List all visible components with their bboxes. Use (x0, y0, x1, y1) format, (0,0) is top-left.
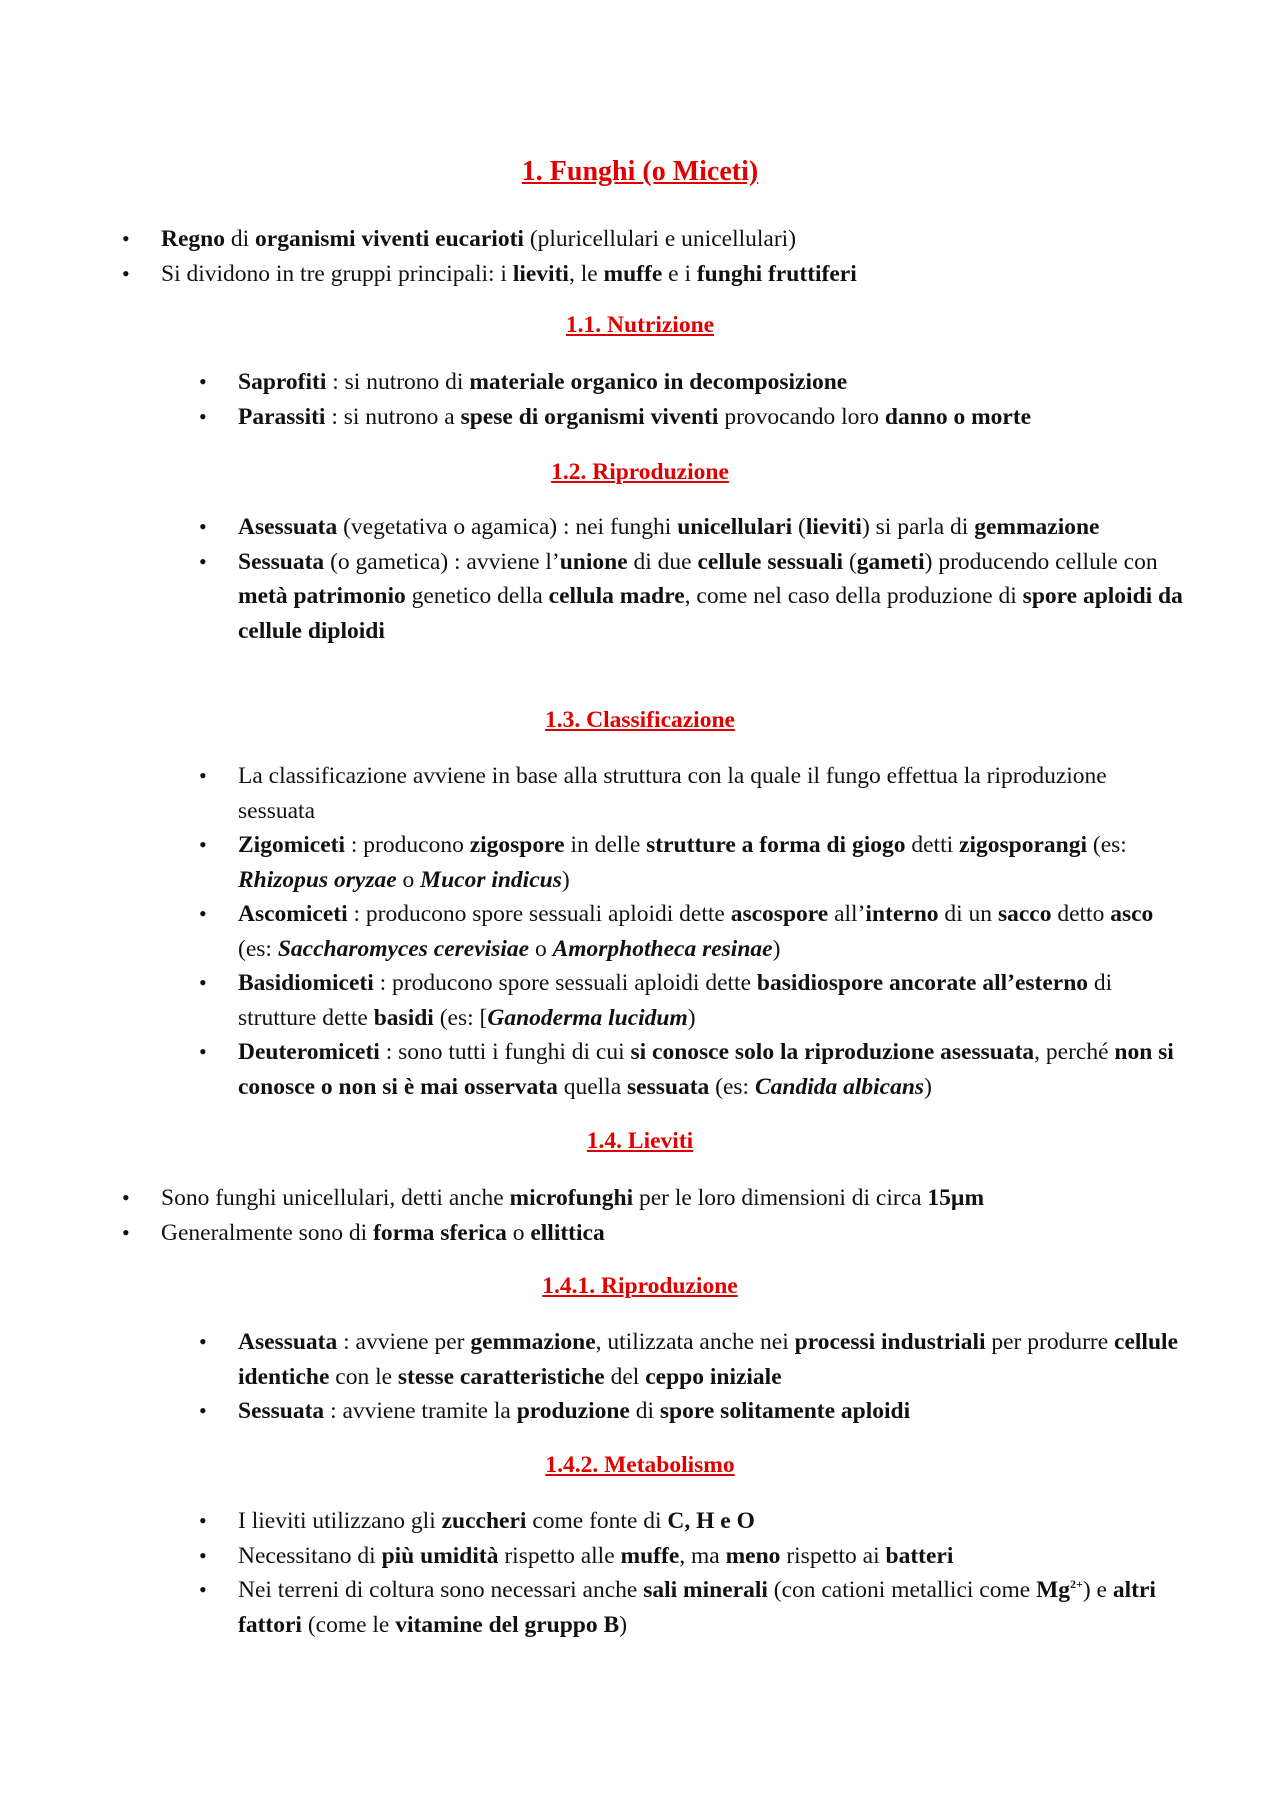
text-run: muffe (603, 260, 663, 287)
text-run: del (604, 1363, 646, 1390)
text-run: ) (561, 866, 570, 893)
text-run: interno (865, 901, 939, 927)
list-item (199, 1325, 1188, 1394)
text-run: (es: [ (433, 1004, 488, 1031)
text-run: unione (559, 548, 628, 575)
heading-lieviti: 1.4. Lieviti (586, 1128, 694, 1154)
text-run: o (396, 866, 421, 893)
text-run: non si conosce o non si è mai osservata (238, 1039, 1174, 1100)
text-run: 15µm (927, 1185, 985, 1211)
text-run: processi industriali (794, 1329, 986, 1355)
text-run: , le (568, 260, 604, 287)
text-run: cellule identiche (238, 1329, 1178, 1390)
heading-riproduzione: 1.2. Riproduzione (551, 459, 729, 485)
text-run: Sessuata (238, 548, 325, 575)
text-run: ( (792, 514, 806, 540)
text-run: ceppo iniziale (645, 1363, 782, 1390)
bullet-icon: • (199, 1542, 207, 1568)
text-run: quella (557, 1073, 628, 1100)
list-item (122, 257, 1171, 292)
text-run: (come le (301, 1611, 396, 1638)
bullet-icon: • (199, 832, 207, 857)
text-run: (es: (1087, 832, 1127, 858)
text-run: ) e (1082, 1577, 1113, 1603)
bullet-icon: • (199, 901, 207, 926)
text-run: (con cationi metallici come (767, 1577, 1037, 1603)
list-item (199, 1539, 1188, 1574)
text-run: I lieviti utilizzano gli (238, 1508, 442, 1534)
text-run: spore solitamente aploidi (659, 1398, 911, 1424)
text-run: : producono (345, 832, 470, 858)
list-item (122, 1181, 1171, 1216)
bullet-icon: • (199, 1508, 207, 1533)
text-run: cellula madre (548, 583, 685, 609)
text-run: Deuteromiceti (238, 1039, 380, 1065)
text-run: detto (1051, 901, 1111, 927)
text-run: ) (772, 935, 781, 962)
text-run: Basidiomiceti (238, 970, 374, 996)
text-run: ) producendo cellule con (924, 548, 1158, 575)
bullet-icon: • (199, 763, 207, 788)
list-item (122, 222, 1171, 257)
heading-nutrizione: 1.1. Nutrizione (565, 312, 715, 338)
text-run: (vegetativa o agamica) : nei funghi (337, 514, 678, 540)
text-run: e i (662, 260, 697, 287)
text-run: si conosce solo la riproduzione asessuata (630, 1039, 1035, 1065)
bullet-icon: • (199, 1398, 207, 1423)
text-run: C, H e O (667, 1508, 755, 1534)
text-run: 2+ (1070, 1577, 1083, 1592)
text-run: Regno (161, 226, 225, 252)
text-run: Parassiti (238, 403, 326, 430)
text-run: , ma (679, 1542, 726, 1569)
text-run: Mg (1036, 1577, 1070, 1603)
text-run: , come nel caso della produzione di (684, 583, 1023, 609)
text-run: gemmazione (470, 1329, 596, 1355)
nutrizione-list (199, 365, 1188, 434)
text-run: Ganoderma lucidum (487, 1004, 688, 1031)
text-run: : avviene per (337, 1329, 471, 1355)
heading-classificazione: 1.3. Classificazione (545, 707, 735, 733)
list-item (199, 966, 1188, 1035)
list-item (199, 1394, 1188, 1429)
bullet-icon: • (199, 369, 207, 394)
text-run: spore aploidi da cellule diploidi (238, 583, 1183, 644)
bullet-icon: • (199, 548, 207, 574)
text-run: strutture a forma di giogo (646, 832, 906, 858)
text-run: (es: (238, 935, 278, 962)
text-run: sessuata (627, 1073, 710, 1100)
bullet-icon: • (199, 1577, 207, 1602)
text-run: lieviti (512, 260, 569, 287)
text-run: altri fattori (238, 1577, 1156, 1638)
text-run: : avviene tramite la (324, 1398, 517, 1424)
text-run: ( (843, 548, 857, 575)
text-run: (es: (709, 1073, 755, 1100)
bullet-icon: • (199, 1039, 207, 1064)
bullet-icon: • (199, 970, 207, 995)
text-run: funghi fruttiferi (696, 260, 857, 287)
text-run: di un (938, 901, 998, 927)
text-run: La classificazione avviene in base alla struttura con la quale il fungo effettua la riproduzione sessuata (238, 763, 1107, 824)
text-run: Nei terreni di coltura sono necessari anche (238, 1577, 644, 1603)
text-run: Amorphotheca resinae (552, 935, 773, 962)
text-run: Candida albicans (754, 1073, 925, 1100)
text-run: asco (1110, 901, 1154, 927)
text-run: materiale organico in decomposizione (469, 369, 848, 395)
text-run: in delle (564, 832, 647, 858)
text-run: batteri (885, 1542, 954, 1569)
text-run: zigosporangi (959, 832, 1087, 858)
text-run: detti (905, 832, 960, 858)
text-run: (o gametica) : avviene l’ (324, 548, 560, 575)
bullet-icon: • (122, 1185, 130, 1210)
text-run: di (629, 1398, 660, 1424)
text-run: forma sferica (373, 1219, 507, 1246)
text-run: Generalmente sono di (161, 1219, 374, 1246)
text-run: organismi viventi eucarioti (255, 226, 524, 252)
text-run: metà patrimonio (238, 583, 406, 609)
text-run: Asessuata (238, 514, 338, 540)
lieviti-riproduzione-list (199, 1325, 1188, 1429)
list-item (199, 759, 1188, 828)
text-run: sali minerali (643, 1577, 768, 1603)
text-run: cellule sessuali (697, 548, 844, 575)
text-run: (pluricellulari e unicellulari) (523, 226, 797, 252)
text-run: Zigomiceti (238, 832, 346, 858)
text-run: : si nutrono a (325, 403, 461, 430)
text-run: rispetto alle (498, 1542, 621, 1569)
text-run: di due (627, 548, 698, 575)
text-run: vitamine del gruppo B (395, 1611, 620, 1638)
text-run: gemmazione (974, 514, 1100, 540)
text-run: stesse caratteristiche (397, 1363, 605, 1390)
list-item (199, 828, 1188, 897)
list-item (199, 510, 1188, 545)
text-run: : producono spore sessuali aploidi dette (347, 901, 731, 927)
text-run: Ascomiceti (238, 901, 348, 927)
text-run: lieviti (805, 514, 862, 540)
bullet-icon: • (199, 514, 207, 539)
bullet-icon: • (122, 226, 130, 251)
text-run: zuccheri (441, 1508, 527, 1534)
text-run: per le loro dimensioni di circa (633, 1185, 928, 1211)
list-item (199, 897, 1188, 966)
text-run: Rhizopus oryzae (238, 866, 397, 893)
text-run: meno (725, 1542, 781, 1569)
text-run: all’ (828, 901, 866, 927)
bullet-icon: • (122, 260, 130, 286)
text-run: basidi (373, 1004, 434, 1031)
list-item (199, 1035, 1188, 1104)
text-run: provocando loro (718, 403, 885, 430)
text-run: : producono spore sessuali aploidi dette (373, 970, 757, 996)
text-run: : si nutrono di (326, 369, 470, 395)
list-item (199, 545, 1188, 649)
text-run: ) (687, 1004, 696, 1031)
text-run: Mucor indicus (420, 866, 562, 893)
list-item (199, 1504, 1188, 1539)
text-run: spese di organismi viventi (460, 403, 719, 430)
heading-metabolismo: 1.4.2. Metabolismo (545, 1452, 735, 1478)
list-item (199, 400, 1188, 435)
list-item (122, 1216, 1171, 1251)
bullet-icon: • (122, 1219, 130, 1245)
text-run: muffe (620, 1542, 680, 1569)
metabolismo-list (199, 1504, 1188, 1642)
text-run: Saprofiti (238, 369, 327, 395)
text-run: basidiospore ancorate all’esterno (756, 970, 1089, 996)
text-run: , utilizzata anche nei (595, 1329, 795, 1355)
text-run: Saccharomyces cerevisiae (277, 935, 530, 962)
bullet-icon: • (199, 1329, 207, 1354)
heading-lieviti-riproduzione: 1.4.1. Riproduzione (542, 1273, 738, 1299)
text-run: produzione (516, 1398, 630, 1424)
list-item (199, 1573, 1188, 1642)
intro-list (122, 222, 1171, 291)
text-run: , perché (1034, 1039, 1115, 1065)
text-run: o (529, 935, 553, 962)
text-run: Asessuata (238, 1329, 338, 1355)
list-item (199, 365, 1188, 400)
text-run: ascospore (730, 901, 829, 927)
text-run: ) si parla di (861, 514, 975, 540)
text-run: microfunghi (509, 1185, 634, 1211)
text-run: Sessuata (238, 1398, 325, 1424)
text-run: per produrre (985, 1329, 1115, 1355)
text-run: come fonte di (526, 1508, 668, 1534)
page-title: 1. Funghi (o Miceti) (521, 156, 759, 187)
classificazione-list (199, 759, 1188, 1104)
text-run: sacco (997, 901, 1052, 927)
riproduzione-list (199, 510, 1188, 648)
text-run: unicellulari (677, 514, 793, 540)
text-run: o (506, 1219, 531, 1246)
text-run: zigospore (469, 832, 565, 858)
text-run: Sono funghi unicellulari, detti anche (161, 1185, 510, 1211)
text-run: danno o morte (884, 403, 1032, 430)
text-run: genetico della (405, 583, 549, 609)
bullet-icon: • (199, 403, 207, 429)
text-run: ) (619, 1611, 628, 1638)
text-run: Necessitano di (238, 1542, 382, 1569)
text-run: rispetto ai (780, 1542, 886, 1569)
text-run: ellittica (530, 1219, 605, 1246)
text-run: più umidità (381, 1542, 499, 1569)
text-run: ) (924, 1073, 932, 1100)
text-run: con le (329, 1363, 398, 1390)
text-run: : sono tutti i funghi di cui (379, 1039, 631, 1065)
lieviti-list (122, 1181, 1171, 1250)
text-run: Si dividono in tre gruppi principali: i (161, 260, 513, 287)
text-run: di (224, 226, 256, 252)
text-run: di strutture dette (238, 970, 1113, 1031)
text-run: gameti (856, 548, 925, 575)
